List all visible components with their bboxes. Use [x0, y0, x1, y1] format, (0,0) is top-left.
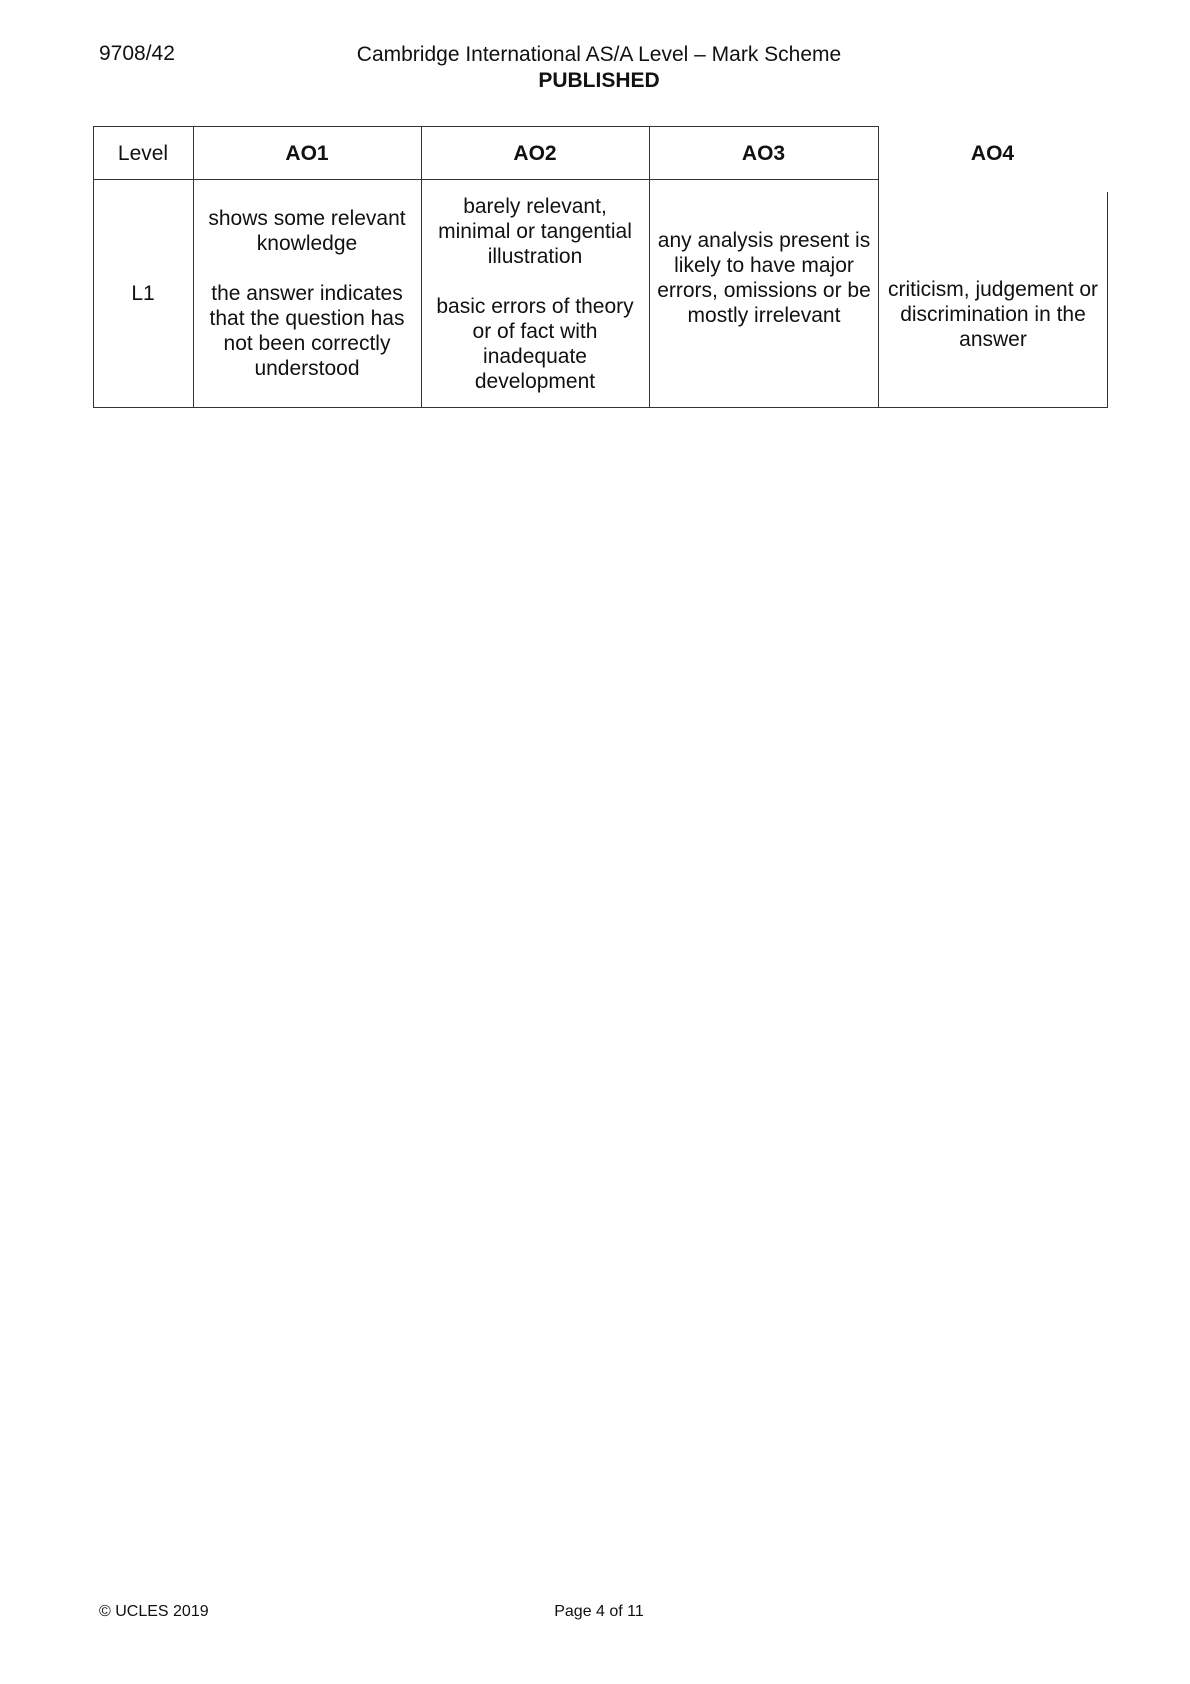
header-ao4: AO4 [970, 141, 1015, 165]
table-border [93, 407, 1108, 408]
header-level: Level [117, 141, 169, 165]
ao1-descriptor: shows some relevant knowledge [208, 207, 406, 255]
ao2-descriptor: barely relevant, minimal or tangential illustration [438, 194, 632, 268]
paper-code: 9708/42 [99, 42, 175, 65]
ao2-descriptor: basic errors of theory or of fact with inadequate development [436, 294, 634, 393]
header-ao3: AO3 [741, 141, 786, 165]
ao2-cell [425, 180, 645, 407]
ao3-cell [655, 180, 873, 376]
header-ao1: AO1 [285, 141, 329, 165]
document-title: Cambridge International AS/A Level – Mark Scheme [356, 43, 842, 66]
ao1-descriptor: the answer indicates that the question has not been correctly understood [209, 282, 405, 380]
ao4-cell [887, 264, 1099, 364]
page-number: Page 4 of 11 [554, 1603, 644, 1620]
publication-status: PUBLISHED [538, 69, 660, 92]
table-border [1107, 192, 1108, 408]
header-title-block [299, 42, 899, 94]
header-ao2: AO2 [513, 141, 557, 165]
ao4-descriptor: criticism, judgement or discrimination in the answer [887, 277, 1099, 351]
levels-rubric-table [93, 126, 1108, 408]
ao3-descriptor: any analysis present is likely to have major errors, omissions or be mostly irrelevant [657, 229, 871, 327]
ao1-cell [199, 180, 415, 407]
level-cell: L1 [131, 282, 155, 305]
copyright-notice: © UCLES 2019 [99, 1603, 209, 1620]
